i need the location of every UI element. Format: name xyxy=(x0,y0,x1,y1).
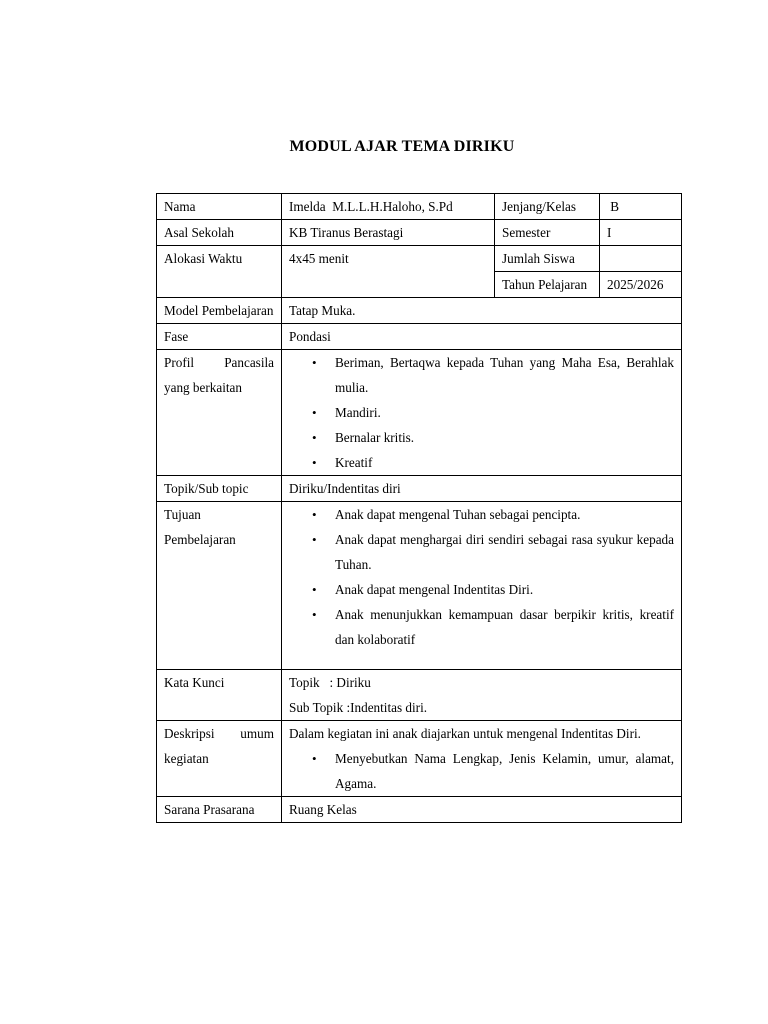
list-item: • Anak dapat menghargai diri sendiri sebagai rasa syukur kepada Tuhan. xyxy=(335,527,674,577)
row-tujuan xyxy=(157,502,682,670)
kata-kunci-topik: Topik : Diriku xyxy=(289,675,371,690)
row-asal-sekolah xyxy=(157,220,682,246)
row-profil-pancasila xyxy=(157,350,682,476)
document-title: MODUL AJAR TEMA DIRIKU xyxy=(289,138,515,155)
list-item: • Mandiri. xyxy=(335,400,674,425)
value-tahun-pelajaran: 2025/2026 xyxy=(600,272,682,298)
value-fase: Pondasi xyxy=(282,324,682,350)
label-tahun-pelajaran: Tahun Pelajaran xyxy=(495,272,600,298)
value-asal-sekolah: KB Tiranus Berastagi xyxy=(282,220,495,246)
list-item: • Anak dapat mengenal Indentitas Diri. xyxy=(335,577,674,602)
list-item: • Anak menunjukkan kemampuan dasar berpikir kritis, kreatif dan kolaboratif xyxy=(335,602,674,652)
value-tujuan xyxy=(282,502,682,670)
list-item: • Menyebutkan Nama Lengkap, Jenis Kelamin, umur, alamat, Agama. xyxy=(335,746,674,796)
label-jumlah-siswa: Jumlah Siswa xyxy=(495,246,600,272)
label-jenjang-kelas: Jenjang/Kelas xyxy=(495,194,600,220)
value-kata-kunci xyxy=(282,670,682,721)
row-kata-kunci xyxy=(157,670,682,721)
row-alokasi-waktu xyxy=(157,246,682,272)
label-fase: Fase xyxy=(157,324,282,350)
label-nama: Nama xyxy=(157,194,282,220)
row-sarana xyxy=(157,797,682,823)
label-profil-pancasila: Profil Pancasila yang berkaitan xyxy=(157,350,282,476)
label-asal-sekolah: Asal Sekolah xyxy=(157,220,282,246)
tujuan-list xyxy=(289,502,674,652)
label-tujuan: Tujuan Pembelajaran xyxy=(157,502,282,670)
value-alokasi-waktu: 4x45 menit xyxy=(282,246,495,298)
list-item: • Anak dapat mengenal Tuhan sebagai pencipta. xyxy=(335,502,674,527)
value-deskripsi xyxy=(282,721,682,797)
row-deskripsi xyxy=(157,721,682,797)
deskripsi-text: Dalam kegiatan ini anak diajarkan untuk mengenal Indentitas Diri. xyxy=(289,726,641,741)
value-jumlah-siswa xyxy=(600,246,682,272)
row-model xyxy=(157,298,682,324)
list-item: • Kreatif xyxy=(335,450,674,475)
value-semester: I xyxy=(600,220,682,246)
label-topik: Topik/Sub topic xyxy=(157,476,282,502)
value-jenjang-kelas: B xyxy=(600,194,682,220)
kata-kunci-subtopik: Sub Topik :Indentitas diri. xyxy=(289,700,428,715)
row-nama xyxy=(157,194,682,220)
value-nama: Imelda M.L.L.H.Haloho, S.Pd xyxy=(282,194,495,220)
profil-list xyxy=(289,350,674,475)
deskripsi-list xyxy=(289,746,674,796)
row-topik xyxy=(157,476,682,502)
list-item: • Bernalar kritis. xyxy=(335,425,674,450)
value-profil-pancasila xyxy=(282,350,682,476)
list-item: • Beriman, Bertaqwa kepada Tuhan yang Maha Esa, Berahlak mulia. xyxy=(335,350,674,400)
value-topik: Diriku/Indentitas diri xyxy=(282,476,682,502)
row-fase xyxy=(157,324,682,350)
label-alokasi-waktu: Alokasi Waktu xyxy=(157,246,282,298)
label-kata-kunci: Kata Kunci xyxy=(157,670,282,721)
value-sarana: Ruang Kelas xyxy=(282,797,682,823)
label-semester: Semester xyxy=(495,220,600,246)
label-model: Model Pembelajaran xyxy=(157,298,282,324)
label-deskripsi: Deskripsi umum kegiatan xyxy=(157,721,282,797)
value-model: Tatap Muka. xyxy=(282,298,682,324)
label-sarana: Sarana Prasarana xyxy=(157,797,282,823)
module-table xyxy=(156,193,682,823)
